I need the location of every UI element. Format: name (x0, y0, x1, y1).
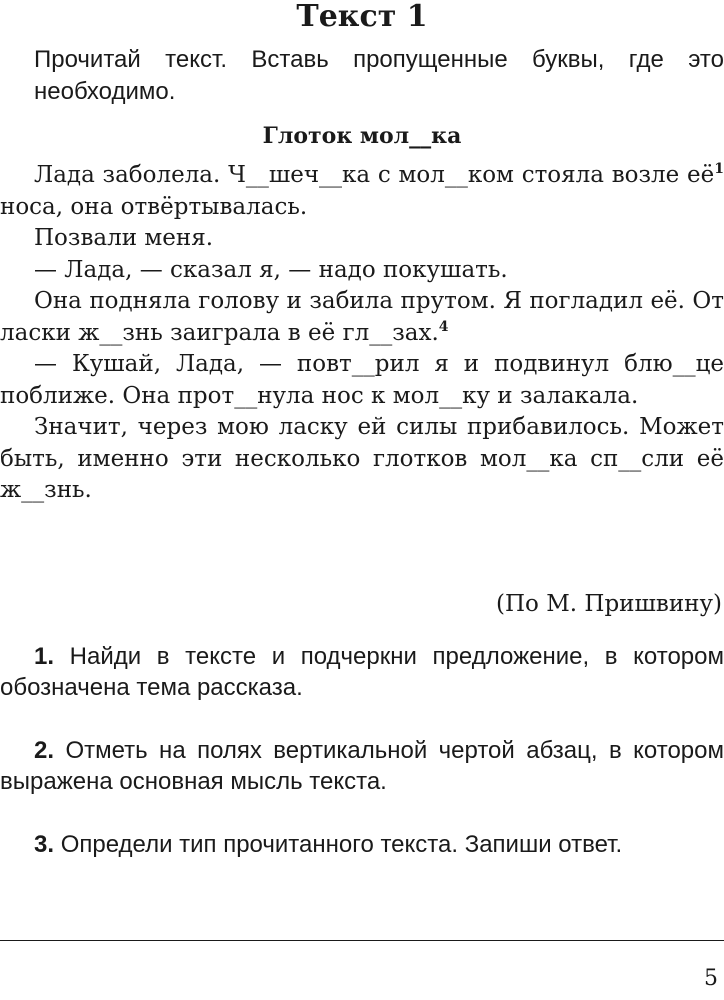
task-number: 1. (34, 643, 55, 670)
story-paragraph-1-text: Лада заболела. Ч__шеч__ка с мол__ком стояла возле её (34, 162, 715, 188)
footnote-marker: 4 (438, 318, 449, 335)
task-number: 2. (34, 737, 55, 764)
task-item (0, 829, 724, 860)
story-paragraph-3: — Лада, — сказал я, — надо покушать. (34, 256, 508, 283)
task-text: Определи тип прочитанного текста. Запиши ответ. (60, 831, 623, 858)
story-title: Глоток мол__ка (262, 123, 462, 149)
story-paragraph-5: — Кушай, Лада, — повт__рил я и подвинул блю__це поближе. Она прот__нула нос к мол__ку и залакала. (0, 351, 724, 409)
story-paragraph-6: Значит, через мою ласку ей силы прибавилось. Может быть, именно эти несколько глотков мол__ка сп__сли её ж__знь. (0, 414, 724, 503)
page-title: Текст 1 (296, 0, 428, 34)
task-list (0, 641, 724, 892)
instruction-text (34, 44, 724, 108)
task-text: Отметь на полях вертикальной чертой абзац, в котором выражена основная мысль текста. (0, 737, 724, 795)
story-paragraph-4-text: Она подняла голову и забила прутом. Я погладил её. От ласки ж__знь заиграла в её гл__зах. (0, 288, 724, 346)
story-source: (По М. Пришвину) (496, 591, 722, 617)
instruction-paragraph: Прочитай текст. Вставь пропущенные буквы, где это необходимо. (34, 46, 724, 105)
task-number: 3. (34, 831, 55, 858)
answer-line[interactable] (0, 940, 724, 941)
footnote-marker: 1 (714, 161, 724, 177)
story-paragraph-4 (0, 286, 724, 349)
task-item (0, 735, 724, 797)
story-paragraph-2: Позвали меня. (34, 225, 214, 251)
story-paragraph-1 (0, 160, 724, 223)
task-text: Найди в тексте и подчеркни предложение, в котором обозначена тема рассказа. (0, 643, 724, 701)
task-item (0, 641, 724, 703)
page-number: 5 (704, 966, 718, 991)
story-paragraph-1-end: носа, она отвёртывалась. (0, 193, 308, 220)
story-text (0, 160, 724, 507)
